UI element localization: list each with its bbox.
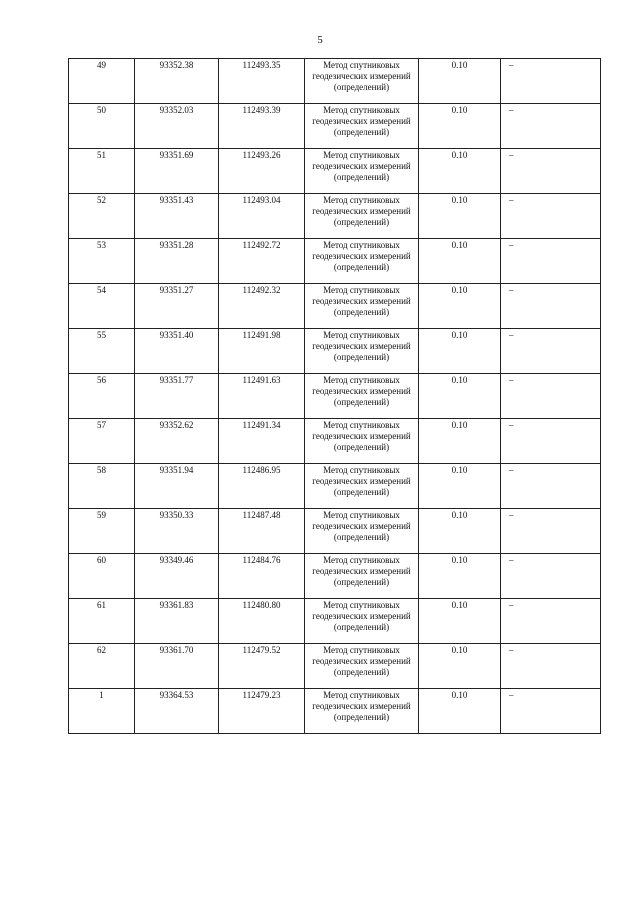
method-cell: Метод спутниковых геодезических измерений (определений) bbox=[305, 644, 419, 689]
point-number-cell: 60 bbox=[69, 554, 135, 599]
note-cell: – bbox=[501, 374, 601, 419]
note-cell: – bbox=[501, 239, 601, 284]
point-number-cell: 54 bbox=[69, 284, 135, 329]
method-cell: Метод спутниковых геодезических измерений (определений) bbox=[305, 194, 419, 239]
point-number-cell: 53 bbox=[69, 239, 135, 284]
table-row bbox=[69, 509, 601, 554]
table-row bbox=[69, 464, 601, 509]
point-number-cell: 57 bbox=[69, 419, 135, 464]
y-coordinate-cell: 112493.04 bbox=[219, 194, 305, 239]
method-cell: Метод спутниковых геодезических измерений (определений) bbox=[305, 554, 419, 599]
method-cell: Метод спутниковых геодезических измерений (определений) bbox=[305, 239, 419, 284]
y-coordinate-cell: 112492.32 bbox=[219, 284, 305, 329]
accuracy-cell: 0.10 bbox=[419, 689, 501, 734]
table-row bbox=[69, 194, 601, 239]
point-number-cell: 52 bbox=[69, 194, 135, 239]
x-coordinate-cell: 93352.38 bbox=[135, 59, 219, 104]
table-row bbox=[69, 59, 601, 104]
method-cell: Метод спутниковых геодезических измерений (определений) bbox=[305, 419, 419, 464]
accuracy-cell: 0.10 bbox=[419, 554, 501, 599]
accuracy-cell: 0.10 bbox=[419, 194, 501, 239]
table-row bbox=[69, 239, 601, 284]
y-coordinate-cell: 112479.23 bbox=[219, 689, 305, 734]
point-number-cell: 55 bbox=[69, 329, 135, 374]
y-coordinate-cell: 112492.72 bbox=[219, 239, 305, 284]
point-number-cell: 49 bbox=[69, 59, 135, 104]
x-coordinate-cell: 93364.53 bbox=[135, 689, 219, 734]
table-row bbox=[69, 149, 601, 194]
note-cell: – bbox=[501, 689, 601, 734]
note-cell: – bbox=[501, 329, 601, 374]
point-number-cell: 50 bbox=[69, 104, 135, 149]
point-number-cell: 61 bbox=[69, 599, 135, 644]
accuracy-cell: 0.10 bbox=[419, 509, 501, 554]
note-cell: – bbox=[501, 554, 601, 599]
y-coordinate-cell: 112487.48 bbox=[219, 509, 305, 554]
note-cell: – bbox=[501, 599, 601, 644]
table-row bbox=[69, 554, 601, 599]
y-coordinate-cell: 112484.76 bbox=[219, 554, 305, 599]
accuracy-cell: 0.10 bbox=[419, 464, 501, 509]
method-cell: Метод спутниковых геодезических измерений (определений) bbox=[305, 104, 419, 149]
method-cell: Метод спутниковых геодезических измерений (определений) bbox=[305, 284, 419, 329]
method-cell: Метод спутниковых геодезических измерений (определений) bbox=[305, 374, 419, 419]
note-cell: – bbox=[501, 644, 601, 689]
method-cell: Метод спутниковых геодезических измерений (определений) bbox=[305, 509, 419, 554]
method-cell: Метод спутниковых геодезических измерений (определений) bbox=[305, 599, 419, 644]
accuracy-cell: 0.10 bbox=[419, 374, 501, 419]
y-coordinate-cell: 112493.39 bbox=[219, 104, 305, 149]
y-coordinate-cell: 112486.95 bbox=[219, 464, 305, 509]
x-coordinate-cell: 93351.69 bbox=[135, 149, 219, 194]
x-coordinate-cell: 93361.83 bbox=[135, 599, 219, 644]
x-coordinate-cell: 93352.62 bbox=[135, 419, 219, 464]
accuracy-cell: 0.10 bbox=[419, 284, 501, 329]
note-cell: – bbox=[501, 104, 601, 149]
note-cell: – bbox=[501, 59, 601, 104]
table-row bbox=[69, 689, 601, 734]
accuracy-cell: 0.10 bbox=[419, 239, 501, 284]
x-coordinate-cell: 93361.70 bbox=[135, 644, 219, 689]
note-cell: – bbox=[501, 509, 601, 554]
accuracy-cell: 0.10 bbox=[419, 419, 501, 464]
point-number-cell: 59 bbox=[69, 509, 135, 554]
method-cell: Метод спутниковых геодезических измерений (определений) bbox=[305, 464, 419, 509]
coordinates-table bbox=[68, 58, 601, 734]
y-coordinate-cell: 112493.26 bbox=[219, 149, 305, 194]
accuracy-cell: 0.10 bbox=[419, 644, 501, 689]
table-body bbox=[69, 59, 601, 734]
table-row bbox=[69, 644, 601, 689]
y-coordinate-cell: 112480.80 bbox=[219, 599, 305, 644]
x-coordinate-cell: 93352.03 bbox=[135, 104, 219, 149]
table-row bbox=[69, 599, 601, 644]
point-number-cell: 1 bbox=[69, 689, 135, 734]
note-cell: – bbox=[501, 284, 601, 329]
x-coordinate-cell: 93351.28 bbox=[135, 239, 219, 284]
method-cell: Метод спутниковых геодезических измерений (определений) bbox=[305, 149, 419, 194]
point-number-cell: 62 bbox=[69, 644, 135, 689]
x-coordinate-cell: 93351.27 bbox=[135, 284, 219, 329]
table-row bbox=[69, 104, 601, 149]
y-coordinate-cell: 112491.98 bbox=[219, 329, 305, 374]
y-coordinate-cell: 112491.63 bbox=[219, 374, 305, 419]
y-coordinate-cell: 112479.52 bbox=[219, 644, 305, 689]
note-cell: – bbox=[501, 194, 601, 239]
y-coordinate-cell: 112491.34 bbox=[219, 419, 305, 464]
y-coordinate-cell: 112493.35 bbox=[219, 59, 305, 104]
accuracy-cell: 0.10 bbox=[419, 599, 501, 644]
table-row bbox=[69, 284, 601, 329]
x-coordinate-cell: 93351.94 bbox=[135, 464, 219, 509]
accuracy-cell: 0.10 bbox=[419, 104, 501, 149]
method-cell: Метод спутниковых геодезических измерений (определений) bbox=[305, 689, 419, 734]
point-number-cell: 56 bbox=[69, 374, 135, 419]
accuracy-cell: 0.10 bbox=[419, 149, 501, 194]
method-cell: Метод спутниковых геодезических измерений (определений) bbox=[305, 59, 419, 104]
x-coordinate-cell: 93349.46 bbox=[135, 554, 219, 599]
note-cell: – bbox=[501, 464, 601, 509]
table-row bbox=[69, 329, 601, 374]
note-cell: – bbox=[501, 419, 601, 464]
note-cell: – bbox=[501, 149, 601, 194]
x-coordinate-cell: 93351.43 bbox=[135, 194, 219, 239]
table-row bbox=[69, 374, 601, 419]
x-coordinate-cell: 93350.33 bbox=[135, 509, 219, 554]
accuracy-cell: 0.10 bbox=[419, 59, 501, 104]
accuracy-cell: 0.10 bbox=[419, 329, 501, 374]
x-coordinate-cell: 93351.77 bbox=[135, 374, 219, 419]
table-row bbox=[69, 419, 601, 464]
page-number: 5 bbox=[317, 34, 323, 46]
point-number-cell: 58 bbox=[69, 464, 135, 509]
point-number-cell: 51 bbox=[69, 149, 135, 194]
x-coordinate-cell: 93351.40 bbox=[135, 329, 219, 374]
method-cell: Метод спутниковых геодезических измерений (определений) bbox=[305, 329, 419, 374]
